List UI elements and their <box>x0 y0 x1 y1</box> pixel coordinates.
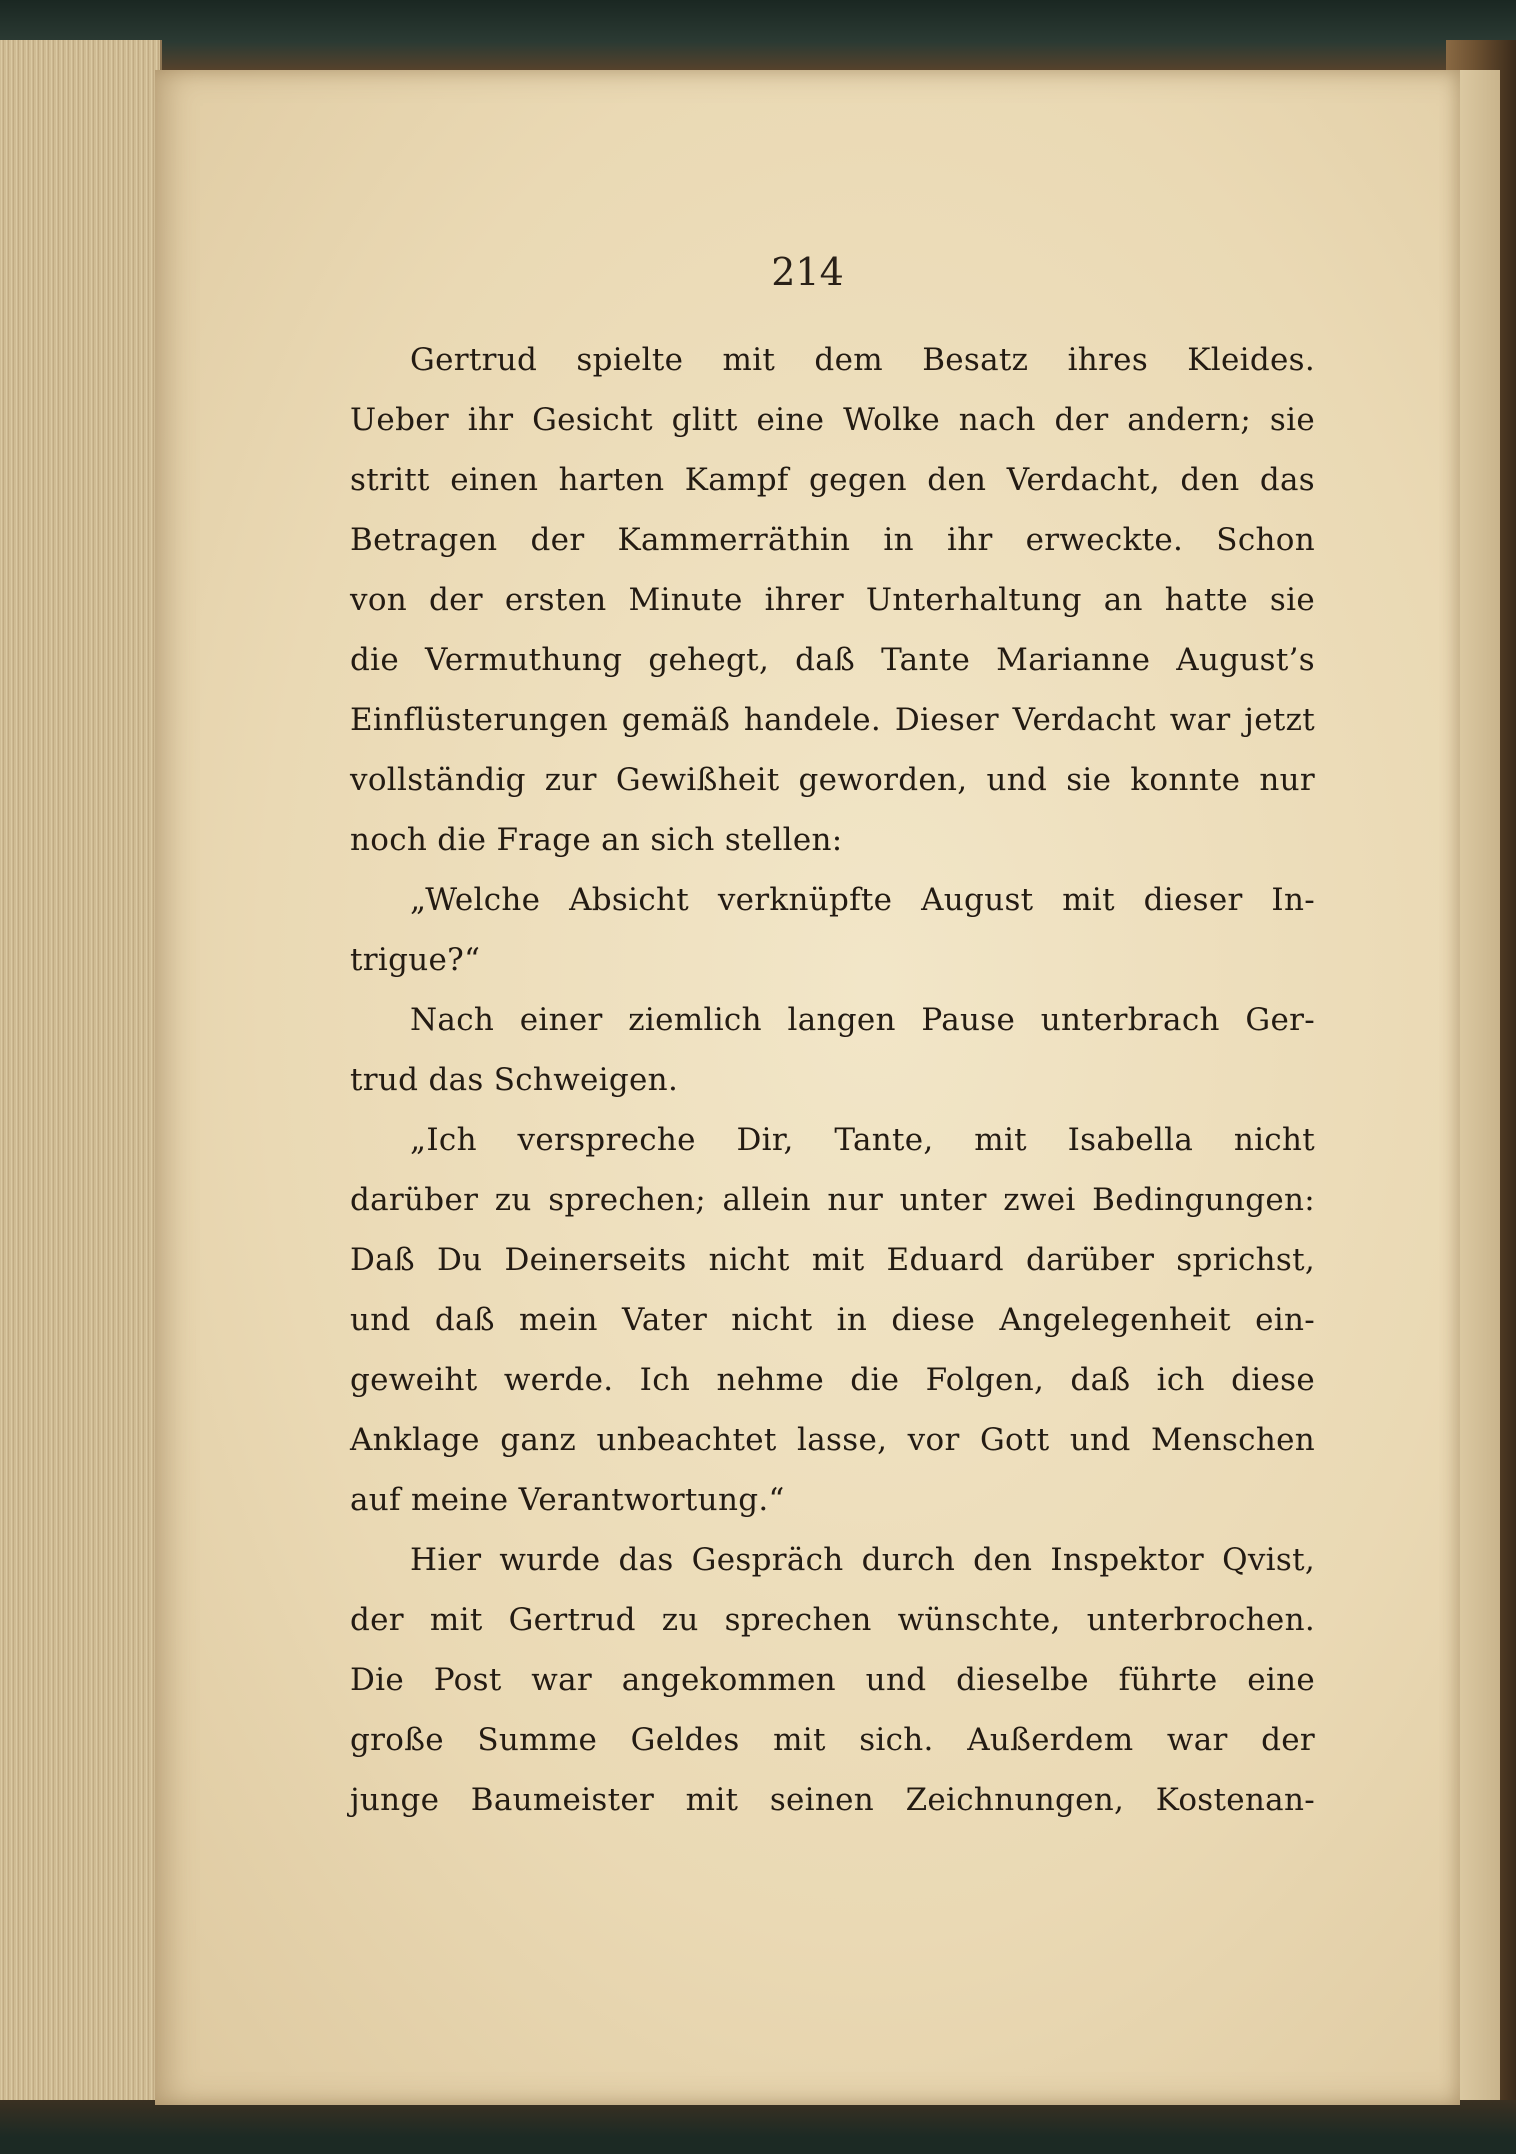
body-text <box>350 330 1315 1830</box>
text-line: vollständig zur Gewißheit geworden, und sie konnte nur <box>350 762 1315 798</box>
book-cover-bottom <box>0 2100 1516 2154</box>
text-line: der mit Gertrud zu sprechen wünschte, unterbrochen. <box>350 1602 1315 1638</box>
text-line: darüber zu sprechen; allein nur unter zwei Bedingungen: <box>350 1182 1315 1218</box>
next-page-edge <box>1455 70 1500 2100</box>
text-line: geweiht werde. Ich nehme die Folgen, daß ich diese <box>350 1362 1315 1398</box>
text-line: große Summe Geldes mit sich. Außerdem war der <box>350 1722 1315 1758</box>
text-line: „Ich verspreche Dir, Tante, mit Isabella nicht <box>410 1122 1315 1158</box>
text-line: Ueber ihr Gesicht glitt eine Wolke nach der andern; sie <box>350 402 1315 438</box>
text-line: stritt einen harten Kampf gegen den Verdacht, den das <box>350 462 1315 498</box>
text-line: die Vermuthung gehegt, daß Tante Marianne August’s <box>350 642 1315 678</box>
book-page <box>155 70 1460 2105</box>
text-line: Gertrud spielte mit dem Besatz ihres Kleides. <box>410 342 1315 378</box>
text-line: Einflüsterungen gemäß handele. Dieser Verdacht war jetzt <box>350 702 1315 738</box>
text-line: Nach einer ziemlich langen Pause unterbrach Ger- <box>410 1002 1315 1038</box>
text-line: Hier wurde das Gespräch durch den Inspektor Qvist, <box>410 1542 1315 1578</box>
text-line: „Welche Absicht verknüpfte August mit dieser In- <box>410 882 1315 918</box>
text-line: noch die Frage an sich stellen: <box>350 822 843 858</box>
text-line: Betragen der Kammerräthin in ihr erweckte. Schon <box>350 522 1315 558</box>
text-line: und daß mein Vater nicht in diese Angelegenheit ein- <box>350 1302 1315 1338</box>
text-line: Anklage ganz unbeachtet lasse, vor Gott und Menschen <box>350 1422 1315 1458</box>
text-line: von der ersten Minute ihrer Unterhaltung an hatte sie <box>350 582 1315 618</box>
text-line: Die Post war angekommen und dieselbe führte eine <box>350 1662 1315 1698</box>
text-line: trud das Schweigen. <box>350 1062 679 1098</box>
text-line: junge Baumeister mit seinen Zeichnungen, Kostenan- <box>350 1782 1315 1818</box>
book-cover-top <box>0 0 1516 70</box>
page-stack-edges <box>0 40 162 2100</box>
text-line: Daß Du Deinerseits nicht mit Eduard darüber sprichst, <box>350 1242 1315 1278</box>
page-number: 214 <box>771 250 844 294</box>
text-line: trigue?“ <box>350 942 481 978</box>
text-line: auf meine Verantwortung.“ <box>350 1482 785 1518</box>
